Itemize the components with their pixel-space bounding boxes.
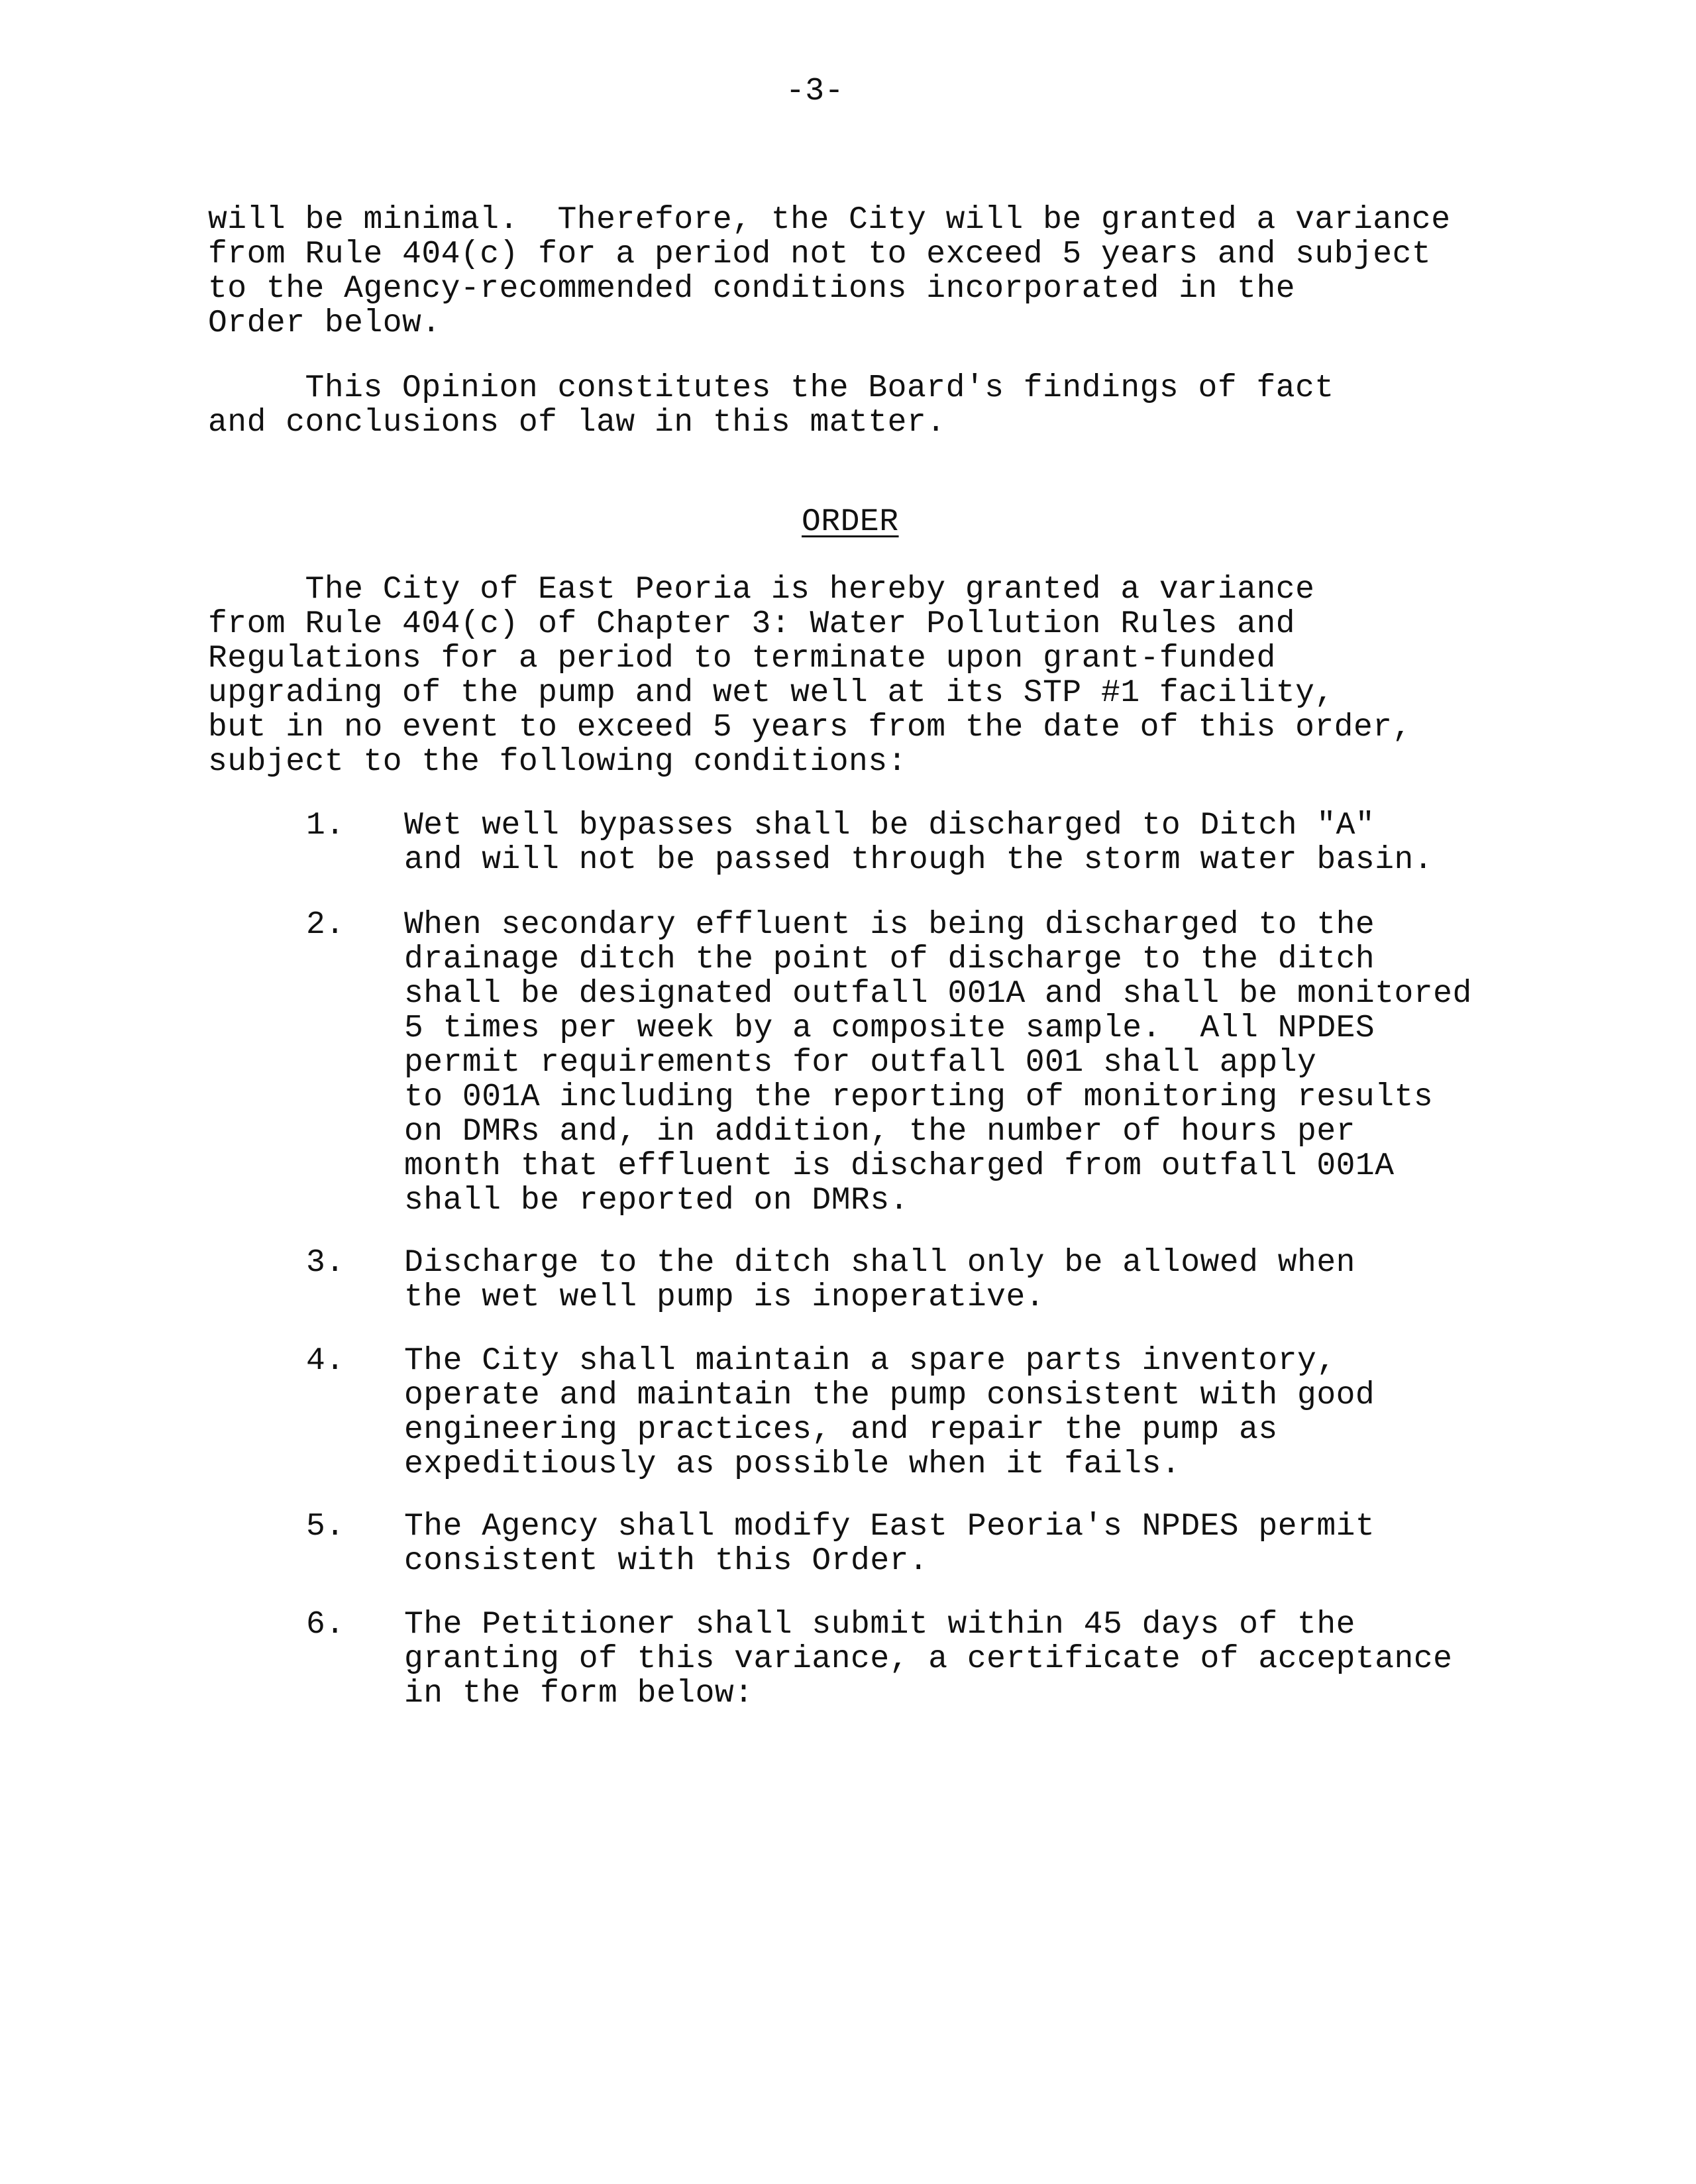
condition-line: drainage ditch the point of discharge to the ditch [404, 942, 1375, 977]
order-line: from Rule 404(c) of Chapter 3: Water Pollution Rules and [208, 606, 1296, 642]
order-line: Regulations for a period to terminate upon grant-funded [208, 641, 1276, 677]
condition-line: granting of this variance, a certificate of acceptance [404, 1641, 1453, 1677]
condition-line: expeditiously as possible when it fails. [404, 1447, 1181, 1482]
condition-line: 5 times per week by a composite sample. All NPDES [404, 1010, 1375, 1046]
order-heading: ORDER [802, 504, 899, 540]
condition-line: month that effluent is discharged from outfall 001A [404, 1148, 1395, 1184]
order-line: subject to the following conditions: [208, 744, 907, 780]
condition-line: to 001A including the reporting of monitoring results [404, 1079, 1434, 1115]
condition-line: permit requirements for outfall 001 shall apply [404, 1045, 1317, 1081]
condition-line: shall be reported on DMRs. [404, 1183, 909, 1219]
findings-line: and conclusions of law in this matter. [208, 405, 946, 441]
condition-line: When secondary effluent is being discharged to the [404, 907, 1375, 943]
page-number: -3- [786, 74, 844, 109]
findings-line: This Opinion constitutes the Board's findings of fact [208, 370, 1334, 406]
condition-number: 3. [306, 1245, 345, 1281]
intro-line: will be minimal. Therefore, the City will be granted a variance [208, 202, 1451, 238]
intro-line: from Rule 404(c) for a period not to exceed 5 years and subject [208, 237, 1432, 272]
condition-line: shall be designated outfall 001A and shall be monitored [404, 976, 1472, 1012]
order-line: The City of East Peoria is hereby granted a variance [208, 572, 1315, 608]
order-line: upgrading of the pump and wet well at its STP #1 facility, [208, 675, 1334, 711]
condition-line: engineering practices, and repair the pump as [404, 1412, 1278, 1448]
condition-line: and will not be passed through the storm water basin. [404, 842, 1434, 878]
intro-line: Order below. [208, 305, 441, 341]
intro-line: to the Agency-recommended conditions incorporated in the [208, 271, 1296, 307]
condition-line: in the form below: [404, 1676, 754, 1712]
condition-number: 2. [306, 907, 345, 943]
condition-line: The Petitioner shall submit within 45 days of the [404, 1607, 1355, 1643]
condition-line: consistent with this Order. [404, 1543, 929, 1579]
condition-number: 4. [306, 1343, 345, 1379]
condition-line: operate and maintain the pump consistent with good [404, 1378, 1375, 1413]
condition-number: 5. [306, 1509, 345, 1545]
condition-line: the wet well pump is inoperative. [404, 1280, 1045, 1315]
condition-line: The Agency shall modify East Peoria's NPDES permit [404, 1509, 1375, 1545]
condition-number: 1. [306, 808, 345, 844]
condition-line: The City shall maintain a spare parts inventory, [404, 1343, 1336, 1379]
order-line: but in no event to exceed 5 years from the date of this order, [208, 710, 1412, 745]
condition-line: Discharge to the ditch shall only be allowed when [404, 1245, 1355, 1281]
condition-number: 6. [306, 1607, 345, 1643]
condition-line: on DMRs and, in addition, the number of hours per [404, 1114, 1355, 1150]
condition-line: Wet well bypasses shall be discharged to Ditch "A" [404, 808, 1375, 844]
